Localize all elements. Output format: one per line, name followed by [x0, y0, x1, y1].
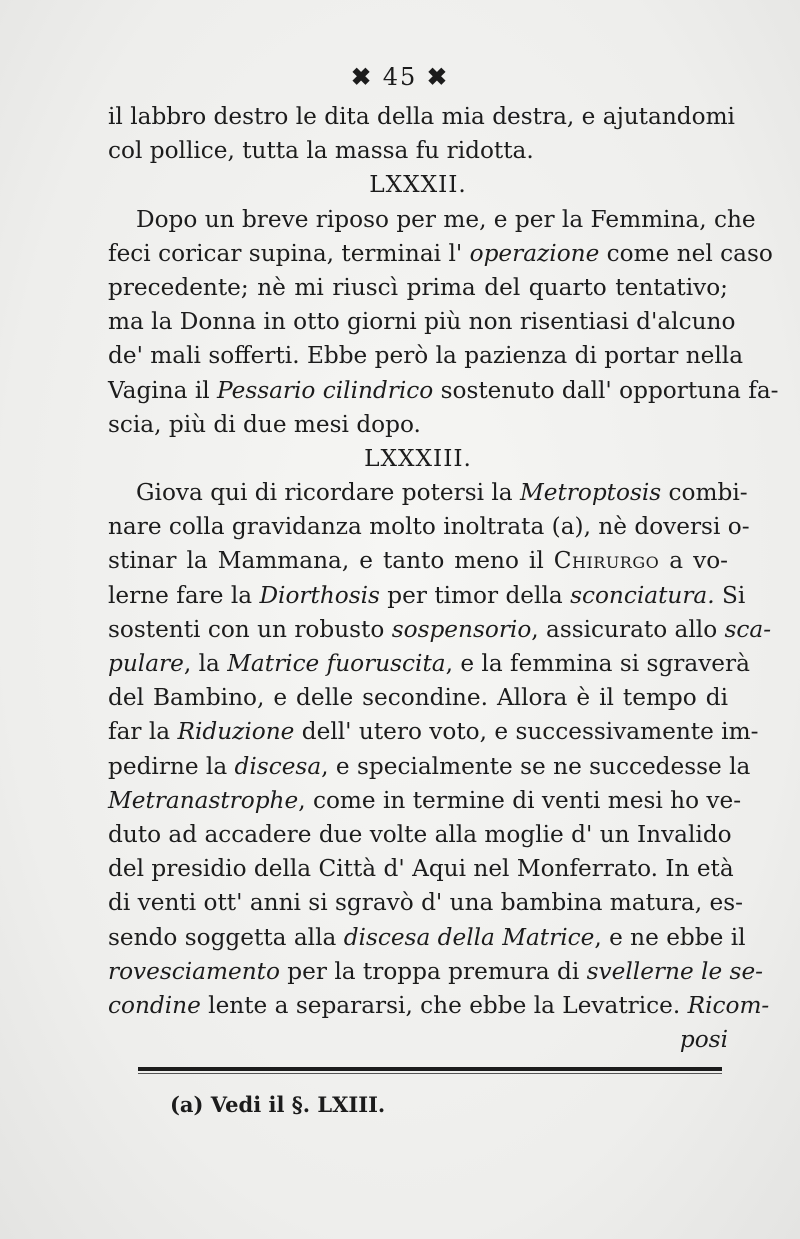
text-run: del presidio della Città d' Aqui nel Monferrato. In età — [108, 855, 734, 883]
italic-term: Metranastrophe — [108, 786, 299, 814]
text-run: LXXXIII. — [364, 444, 472, 472]
italic-term: pulare — [108, 650, 184, 677]
text-line — [108, 681, 728, 715]
italic-term: svellerne le se- — [586, 957, 764, 985]
body-text — [108, 100, 779, 1057]
italic-term: operazione — [469, 239, 600, 267]
text-run: Vagina il — [108, 376, 218, 404]
text-run: ma la Donna in otto giorni più non risentiasi d'alcuno — [108, 308, 736, 336]
text-run: scia, più di due mesi dopo. — [108, 410, 421, 438]
text-line — [108, 715, 759, 749]
text-run: nare colla gravidanza molto inoltrata (a), nè doversi o- — [108, 513, 750, 541]
text-run: per timor della — [379, 581, 571, 609]
text-line — [108, 237, 773, 271]
text-run: il labbro destro le dita della mia destra, e ajutandomi — [108, 103, 735, 130]
text-run: , la — [183, 650, 228, 677]
italic-term: Pessario cilindrico — [217, 376, 434, 404]
text-line — [108, 579, 746, 613]
italic-term: discesa — [234, 752, 322, 780]
text-line — [108, 203, 756, 237]
italic-term: Ricom- — [687, 991, 770, 1019]
ornament-left-icon: ✖ — [350, 62, 374, 91]
text-line — [108, 305, 736, 339]
text-line — [108, 134, 728, 168]
text-run: dell' utero voto, e successivamente im- — [294, 718, 759, 746]
italic-term: rovesciamento — [108, 957, 280, 985]
text-run: far la — [108, 718, 178, 746]
page-header — [0, 62, 800, 91]
text-run: Giova qui di ricordare potersi la — [136, 479, 520, 507]
text-run: de' mali sofferti. Ebbe però la pazienza di portar nella — [108, 342, 744, 370]
text-line — [108, 921, 746, 955]
text-run: , e specialmente se ne succedesse la — [321, 752, 751, 780]
text-line — [108, 989, 770, 1023]
footnote-marker: (a) — [170, 1092, 204, 1117]
text-run: , e ne ebbe il — [594, 923, 746, 951]
page-number: 45 — [382, 63, 418, 91]
text-run: pedirne la — [108, 752, 235, 780]
text-line — [108, 955, 764, 989]
text-run: Dopo un breve riposo per me, e per la Femmina, che — [136, 205, 756, 233]
footnote-rule-thin — [138, 1073, 722, 1074]
text-run: , assicurato allo — [531, 615, 725, 643]
text-line — [108, 510, 750, 544]
text-line — [108, 784, 742, 818]
italic-term: discesa della Matrice — [343, 923, 595, 951]
text-line — [108, 852, 734, 886]
italic-term: Matrice fuoruscita — [227, 650, 446, 677]
text-run: col pollice, tutta la massa fu ridotta. — [108, 137, 534, 165]
text-run: a vo- — [659, 547, 728, 575]
text-line — [108, 1023, 728, 1057]
text-run: di venti ott' anni si sgravò d' una bambina matura, es- — [108, 889, 743, 917]
text-line — [108, 339, 744, 373]
section-heading — [108, 442, 728, 476]
italic-term: Diorthosis — [259, 581, 380, 609]
text-run: Si — [714, 581, 746, 609]
italic-term: sospensorio — [391, 615, 532, 643]
section-heading — [108, 168, 728, 202]
text-line — [108, 476, 748, 510]
text-line — [108, 408, 728, 442]
text-run: sostenuto dall' opportuna fa- — [433, 376, 779, 404]
text-line — [108, 374, 779, 408]
footnote — [170, 1092, 385, 1117]
text-line — [108, 613, 772, 647]
footnote-rule — [138, 1067, 722, 1071]
text-run: lente a separarsi, che ebbe la Levatrice. — [200, 991, 688, 1019]
text-line — [108, 271, 728, 305]
italic-term: posi — [679, 1026, 728, 1054]
text-run: stinar la Mammana, e tanto meno il — [108, 547, 554, 575]
text-line — [108, 750, 751, 784]
text-line — [108, 818, 732, 852]
italic-term: Riduzione — [177, 718, 295, 746]
text-run: feci coricar supina, terminai l' — [108, 239, 470, 267]
text-run: LXXXII. — [369, 171, 467, 199]
text-run: per la troppa premura di — [279, 957, 587, 985]
text-run: lerne fare la — [108, 581, 260, 609]
footnote-text: Vedi il §. LXIII. — [210, 1092, 386, 1117]
text-run: sostenti con un robusto — [108, 615, 392, 643]
italic-term: Metroptosis — [520, 479, 662, 507]
text-run: , e la femmina si sgraverà — [445, 650, 750, 677]
text-run: del Bambino, e delle secondine. Allora è il tempo di — [108, 684, 728, 712]
text-run: duto ad accadere due volte alla moglie d' un Invalido — [108, 820, 732, 848]
text-run: , come in termine di venti mesi ho ve- — [298, 786, 742, 814]
text-line — [108, 886, 743, 920]
text-run: combi- — [661, 479, 748, 507]
italic-term: condine — [108, 991, 201, 1019]
italic-term: sca- — [724, 615, 772, 643]
text-run: come nel caso — [599, 239, 773, 267]
text-run: sendo soggetta alla — [108, 923, 344, 951]
text-line — [108, 647, 750, 681]
small-caps-term: Chirurgo — [553, 547, 660, 575]
text-line — [108, 100, 735, 134]
text-line — [108, 544, 728, 578]
ornament-right-icon: ✖ — [426, 62, 450, 91]
text-run: precedente; nè mi riuscì prima del quarto tentativo; — [108, 273, 728, 301]
italic-term: sconciatura. — [570, 581, 715, 609]
